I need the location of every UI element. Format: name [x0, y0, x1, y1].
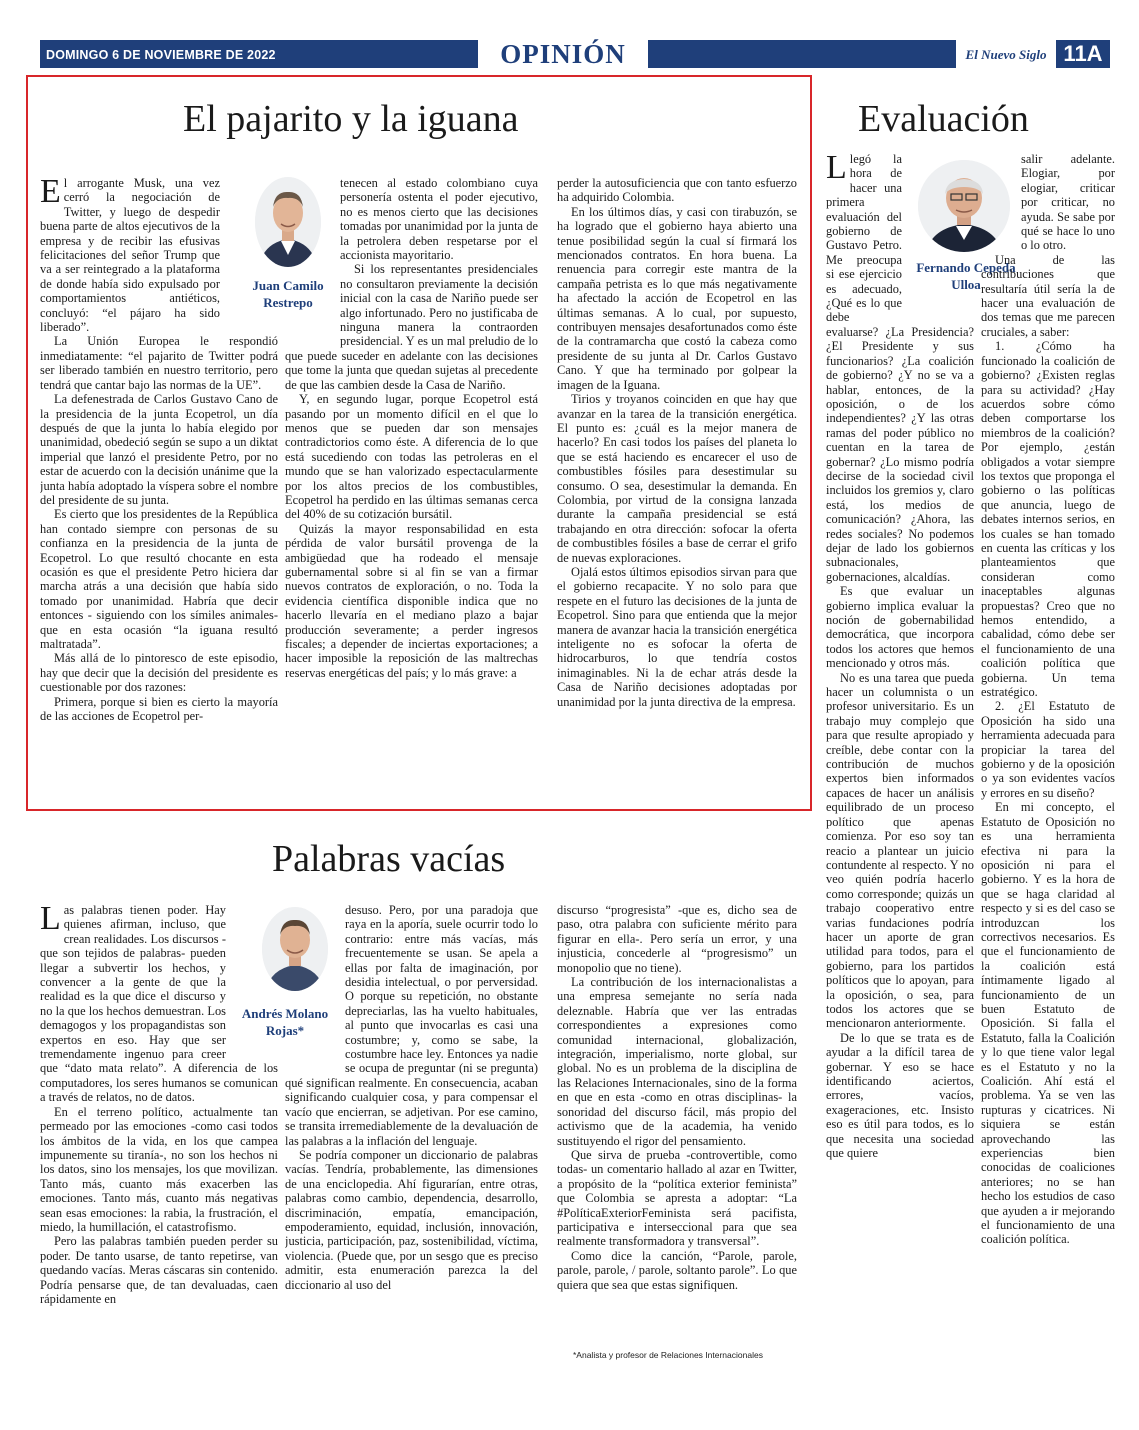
paragraph: Una de las contribuciones que resultaría útil sería la de hacer una evaluación de dos temas que me parecen cruciales, a saber:	[981, 252, 1115, 339]
author-name-restrepo: Juan Camilo Restrepo	[252, 278, 324, 310]
paragraph: Como dice la canción, “Parole, parole, parole, parole, / parole, soltanto parole”. Lo que quiera que sea que estas signifiquen.	[557, 1248, 797, 1292]
paragraph: salir adelante. Elogiar, por elogiar, criticar por criticar, no ayuda. Se sabe por qué se hace lo uno o lo otro.	[1021, 152, 1115, 253]
article2-column-2	[285, 903, 538, 1365]
paragraph: Si los representantes presidenciales no consultaron previamente la decisión inicial con la casa de Nariño puede ser algo infortunado. Pero no justificaba de ninguna manera la contraorden presidencial. Y es un mal preludio de lo que puede suceder en adelante con las decisiones que tome la junta que quedan sujetas al precedente de que las cambien desde la Casa de Nariño.	[285, 262, 538, 392]
article-title-palabras: Palabras vacías	[272, 838, 506, 880]
paragraph: 2. ¿El Estatuto de Oposición ha sido una herramienta adecuada para propiciar la tarea del gobierno y de la oposición o ya son evidentes vacíos y errores en su diseño?	[981, 699, 1115, 800]
paragraph: La defenestrada de Carlos Gustavo Cano de la presidencia de la junta Ecopetrol, un día después de que la junta lo había elegido por unanimidad, obedeció según se supo a un diktat imperial que lanzó el presidente Petro, por no estar de acuerdo con la decisión unánime que la junta había adoptado la víspera sobre el nombre del presidente de su junta.	[40, 392, 278, 507]
author-footnote: *Analista y profesor de Relaciones Internacionales	[573, 1350, 763, 1360]
paragraph: En mi concepto, el Estatuto de Oposición no es una herramienta efectiva ni para la oposición ni para el gobierno. Y es la hora de que se haga claridad al respecto y si es del caso se introduzcan los correctivos necesarios. Es que el funcionamiento de la coalición está íntimamente ligado al funcionamiento de un buen Estatuto de Oposición. Si falla el Estatuto, falla la Coalición y lo que tiene valor legal es el Estatuto y no la Coalición. Ahí está el problema. Ya se ven las rupturas y cicatrices. Ni siquiera se están aprovechando las experiencias bien conocidas de coaliciones anteriores; no se han hecho los estudios de caso que ayuden a ir mejorando el funcionamiento de una coalición política.	[981, 800, 1115, 1247]
article-title-pajarito: El pajarito y la iguana	[183, 98, 519, 140]
article1-column-2	[285, 176, 538, 792]
article3-column-2	[981, 152, 1115, 1362]
paragraph: perder la autosuficiencia que con tanto esfuerzo ha adquirido Colombia.	[557, 176, 797, 205]
paragraph: Más allá de lo pintoresco de este episodio, hay que decir que la decisión del presidente es cuestionable por dos razones:	[40, 651, 278, 695]
drop-cap-e: E	[40, 176, 61, 210]
paragraph: Se podría componer un diccionario de palabras vacías. Tendría, probablemente, las dimensiones de una enciclopedia. Ahí figurarían, entre otras, palabras como cambio, dependencia, desarrollo, discriminación, empatía, emancipación, empoderamiento, equidad, inclusión, innovación, justicia, participación, paz, sostenibilidad, víctima, violencia. (Puede que, por un sesgo que es preciso admitir, esta enumeración parezca la del diccionario al uso del	[285, 1147, 538, 1292]
newspaper-logo: El Nuevo Siglo	[956, 36, 1056, 72]
article1-column-3	[557, 176, 797, 792]
paragraph: Primera, porque si bien es cierto la mayoría de las acciones de Ecopetrol per-	[40, 694, 278, 724]
section-title: OPINIÓN	[478, 36, 648, 72]
paragraph: La contribución de los internacionalistas a una empresa semejante no sería nada deleznable. Habría que ver las entradas correspondientes a expresiones como comunidad internacional, globalización, integración, imperialismo, norte global, sur global. No es un problema de la disciplina de las Relaciones Internacionales, sino de la forma en que en esta -como en otras disciplinas- la sonoridad del discurso fácil, más propio del activismo que de la academia, ha venido sustituyendo el rigor del pensamiento.	[557, 975, 797, 1148]
author-name-cepeda: Fernando Cepeda Ulloa	[916, 260, 1016, 292]
paragraph: desuso. Pero, por una paradoja que raya en la aporía, suele ocurrir todo lo contrario: entre más vacías, más frecuentemente se usan. Se apela a ellas por falta de imaginación, por desidia intelectual, o por perversidad. O porque su repetición, no obstante depreciarlas, las ha vuelto habituales, al punto que invocarlas es casi una costumbre; y, como se sabe, la costumbre hace ley. Entonces ya nadie se ocupa de preguntar (ni se pregunta) qué significan realmente. En consecuencia, acaban significando cualquier cosa, y para compensar el vacío que encierran, se adjetivan. Por ese camino, se transita irremediablemente de la devaluación de las palabras a la inflación del lenguaje.	[285, 903, 538, 1148]
article2-column-1	[40, 903, 278, 1365]
paragraph: l arrogante Musk, una vez cerró la negociación de Twitter, y luego de despedir buena parte de altos ejecutivos de la empresa y de recibir las efusivas felicitaciones del señor Trump que va a ser reintegrado a la plataforma de donde había sido expulsado por comportamientos antiéticos, concluyó: “el pájaro ha sido liberado”.	[40, 176, 220, 335]
paragraph: Tirios y troyanos coinciden en que hay que avanzar en la tarea de la transición energética. El punto es: ¿cuál es la mejor manera de hacerlo? En casi todos los países del planeta lo que se está haciendo es encarecer el uso de combustibles fósiles para desestimular su consumo. O sea, desestimular la demanda. En Colombia, por virtud de la consigna lanzada durante la campaña presidencial se está trabajando en otra dirección: sofocar la oferta de combustibles fósiles a base de cerrar el grifo de nuevas exploraciones.	[557, 392, 797, 565]
issue-date: DOMINGO 6 DE NOVIEMBRE DE 2022	[46, 48, 276, 62]
paragraph: legó la hora de hacer una primera evaluación del gobierno de Gustavo Petro. Me preocupa si ese ejercicio es adecuado, ¿Qué es lo que debe evaluarse? ¿La Presidencia? ¿El Presidente y sus funcionarios? ¿La coalición de gobierno? ¿Y no se va a hablar, entonces, de la oposición, o de los independientes? ¿Y las otras ramas del poder público no cuentan en la tarea de gobernar? ¿Lo mismo podría decirse de la sociedad civil incluidos los gremios y, claro está, los medios de comunicación? ¿Ahora, las redes sociales? No podemos dejar de lado los gobiernos subnacionales, gobernaciones, alcaldías.	[826, 152, 974, 584]
paragraph: En el terreno político, actualmente tan permeado por las emociones -como casi todos los ámbitos de la vida, en los que campea impunemente su tiranía-, no son los hechos ni los datos, sino los mensajes, los que movilizan. Tanto más, cuanto más exacerben las emociones. Tanto más, cuanto más negativas sean esas emociones: la rabia, la frustración, el miedo, la humillación, el catastrofismo.	[40, 1104, 278, 1234]
paragraph: Pero las palabras también pueden perder su poder. De tanto usarse, de tanto repetirse, van quedando vacías. Meras cáscaras sin contenido. Podría pensarse que, de tan devaluadas, caen rápidamente en	[40, 1234, 278, 1306]
paragraph: 1. ¿Cómo ha funcionado la coalición de gobierno? ¿Existen reglas para su actividad? ¿Hay acuerdos sobre cómo deben comportarse los miembros de la coalición? Por ejemplo, ¿están obligados a votar siempre los textos que proponga el gobierno o las políticas que anuncia, luego de debates internos serios, en los cuales se han tomado en cuenta las críticas y los planteamientos que consideran como inaceptables algunas propuestas? Creo que no hemos entendido, a cabalidad, cómo debe ser el funcionamiento de una coalición política que gobierna. Un tema estratégico.	[981, 339, 1115, 700]
paragraph: De lo que se trata es de ayudar a la difícil tarea de gobernar. Y eso se hace identificando aciertos, errores, vacíos, exageraciones, etc. Insisto eso es útil para todos, es lo que necesita una sociedad que quiere	[826, 1030, 974, 1161]
paragraph: Y, en segundo lugar, porque Ecopetrol está pasando por un momento difícil en el que lo menos que se pueden dar son mensajes contradictorios como éste. A diferencia de lo que está sucediendo con todas las petroleras en el mundo que se han valorizado espectacularmente por los altos precios de los combustibles, Ecopetrol ha perdido en las últimas semanas cerca del 40% de su cotización bursátil.	[285, 392, 538, 522]
paragraph: Quizás la mayor responsabilidad en esta pérdida de valor bursátil provenga de la ambigüedad que ha rodeado el mensaje gubernamental sobre si al fin se van a firmar nuevos contratos de exploración, o no. Toda la evidencia científica disponible indica que no hacerlo llevaría en el mediano plazo a bajar producción severamente; a perder ingresos fiscales; a depender de inciertas exportaciones; a hacer imposible la reposición de las maltrechas reservas energéticas del país; y lo más grave: a	[285, 521, 538, 680]
paragraph: Ojalá estos últimos episodios sirvan para que el gobierno recapacite. Y no solo para que respete en el futuro las decisiones de la junta de Ecopetrol. Sino para que entienda que la mejor manera de avanzar hacia la transición energética inteligente no es sofocar la oferta de hidrocarburos, lo que tendría costos inimaginables. Ni la de echar atrás desde la Casa de Nariño decisiones adoptadas por unanimidad por la junta directiva de la empresa.	[557, 564, 797, 709]
drop-cap-l: L	[826, 152, 847, 186]
article2-column-3	[557, 903, 797, 1343]
paragraph: tenecen al estado colombiano cuya personería ostenta el poder ejecutivo, no es menos cierto que las decisiones tomadas por unanimidad por la junta de la petrolera deben respetarse por el accionista mayoritario.	[340, 176, 538, 263]
page-number: 11A	[1063, 41, 1103, 66]
paragraph: discurso “progresista” -que es, dicho sea de paso, otra palabra con suficiente mérito para figurar en ella-. Pero sería un error, y una injusticia, concederle al “progresismo” un monopolio que no tiene).	[557, 903, 797, 975]
paragraph: En los últimos días, y casi con tirabuzón, se ha logrado que el gobierno haya abierto una tenue posibilidad según la cual sí firmará los mencionados contratos. En hora buena. La renuencia para corregir este mantra de la campaña petrista es lo que más negativamente ha afectado la acción de Ecopetrol en las últimas semanas. A lo cual, por supuesto, contribuyen mensajes desafortunados como éste de la contramarcha que costó la cabeza como presidente de su junta al Dr. Carlos Gustavo Cano. Y que ha terminado por golpear la imagen de la Iguana.	[557, 204, 797, 392]
article1-column-1	[40, 176, 278, 792]
paragraph: as palabras tienen poder. Hay quienes afirman, incluso, que crean realidades. Los discursos -que son tejidos de palabras- pueden llegar a subvertir los hechos, y convencer a la gente de que la realidad es la que dice el discurso y no la que los hechos demuestran. Los demagogos y los propagandistas son expertos en eso. Hay que ser tremendamente ingenuo para creer que “dato mata relato”. A diferencia de los computadores, los seres humanos se comunican a través de relatos, no de datos.	[40, 903, 278, 1105]
author-name-molano: Andrés Molano Rojas*	[241, 1006, 329, 1038]
drop-cap-l: L	[40, 903, 61, 937]
paragraph: La Unión Europea le respondió inmediatamente: “el pajarito de Twitter podrá ser liberado también en nuestro territorio, pero tendrá que cantar bajo las normas de la UE”.	[40, 334, 278, 392]
paragraph: No es una tarea que pueda hacer un columnista o un profesor universitario. Es un trabajo muy complejo que para que resulte apropiado y creíble, debe contar con la contribución de muchos expertos bien informados capaces de hacer un análisis equilibrado de un proceso político que apenas comienza. Por eso soy tan reacio a plantear un juicio contundente al respecto. Y no veo quién podría hacerlo como corresponde; quizás un trabajo cooperativo entre varias fundaciones podría hacer un aporte de gran utilidad para todos, para el gobierno, para los partidos políticos que lo apoyan, para la oposición, o sea, para todos los actores que se mencionaron anteriormente.	[826, 670, 974, 1031]
article-title-evaluacion: Evaluación	[858, 98, 1029, 140]
paragraph: Que sirva de prueba -controvertible, como todas- un comentario hallado al azar en Twitter, a propósito de la “política exterior feminista” que Colombia se apresta a adoptar: “La #PolíticaExteriorFeminista será pacifista, participativa e interseccional para que sea realmente transformadora y transversal”.	[557, 1147, 797, 1249]
page-header	[40, 36, 1110, 72]
paragraph: Es que evaluar un gobierno implica evaluar la noción de gobernabilidad democrática, que incorpora todos los actores que hemos mencionado y otros más.	[826, 584, 974, 671]
article3-column-1	[826, 152, 974, 1362]
paragraph: Es cierto que los presidentes de la República han contado siempre con personas de su confianza en la presidencia de la junta de Ecopetrol. Lo que resultó chocante en esta ocasión es que el presidente Petro hiciera dar marcha atrás a una decisión que había sido tomado por unanimidad. Habría que decir entonces - siguiendo con los símiles animales- que en esta ocasión “la iguana resultó maltratada”.	[40, 507, 278, 651]
